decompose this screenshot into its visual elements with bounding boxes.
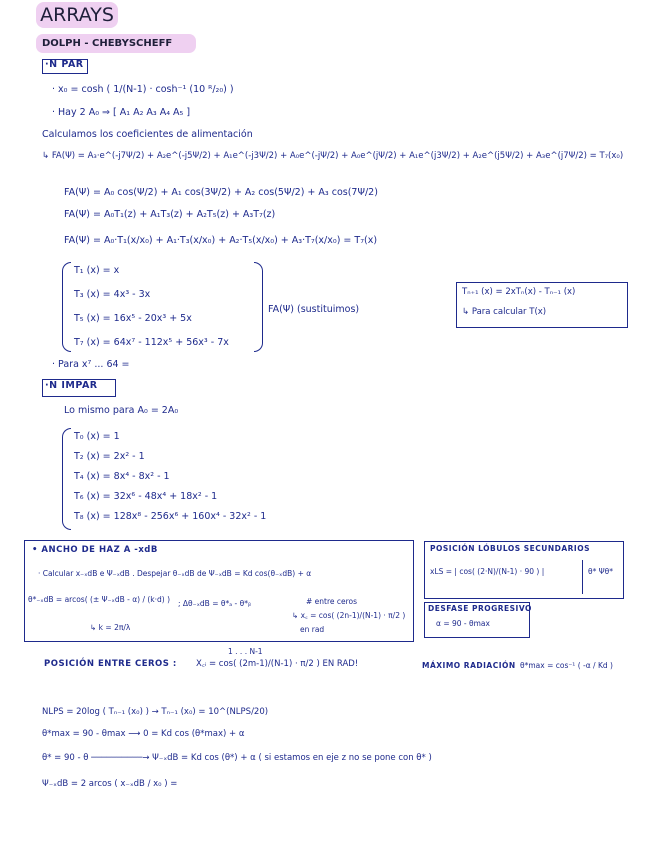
left-brace xyxy=(62,262,71,352)
n-par-label: ·N PAR xyxy=(45,59,84,70)
ancho-haz-label: • ANCHO DE HAZ A -xdB xyxy=(32,545,158,555)
n-impar-label: ·N IMPAR xyxy=(45,380,98,391)
desfase-eq: α = 90 - θmax xyxy=(436,619,490,628)
lobulos-eq: xLS = | cos( (2·N)/(N-1) · 90 ) | xyxy=(430,567,545,576)
fa-sustituimos: FA(Ψ) (sustituimos) xyxy=(268,304,360,315)
maximo-label: MÁXIMO RADIACIÓN xyxy=(422,661,516,670)
ancho-line1: · Calcular x₋ₓdB e Ψ₋ₓdB . Despejar θ₋ₓdB de Ψ₋ₓdB = Kd cos(θ₋ₓdB) + α xyxy=(38,569,312,578)
recurrence-note: ↳ Para calcular T(x) xyxy=(462,307,547,317)
fa-chebyshev: FA(Ψ) = A₀T₁(z) + A₁T₃(z) + A₂T₅(z) + A₃T₇(z) xyxy=(64,209,276,220)
ceros-eq: X꜀ᵢ = cos( (2m-1)/(N-1) · π/2 ) EN RAD! xyxy=(196,659,359,669)
poly-t4: T₄ (x) = 8x⁴ - 8x² - 1 xyxy=(74,471,170,482)
para-line: · Para x⁷ ... 64 = xyxy=(52,359,130,370)
mismo-line: Lo mismo para A₀ = 2A₀ xyxy=(64,405,179,416)
entre-ceros-note: # entre ceros xyxy=(306,597,358,606)
recurrence-eq: Tₙ₊₁ (x) = 2xTₙ(x) - Tₙ₋₁ (x) xyxy=(462,287,576,297)
ceros-label: POSICIÓN ENTRE CEROS : xyxy=(44,659,177,669)
fa-exponential: ↳ FA(Ψ) = A₃·e^(-j7Ψ/2) + A₂e^(-j5Ψ/2) + A₁e^(-j3Ψ/2) + A₀e^(-jΨ/2) + A₀e^(jΨ/2) + A₁e^(j3Ψ/2) + A₂e^(j5Ψ/2) + A₃e^(j7Ψ/2) = T₇(x₀) xyxy=(42,151,624,161)
page-title: ARRAYS xyxy=(36,2,118,28)
thetastar-eq: θ* = 90 - θ ──────────→ Ψ₋ₓdB = Kd cos (θ*) + α ( si estamos en eje z no se pone con θ* ) xyxy=(42,753,432,763)
xc-note: ↳ x꜀ = cos( (2n-1)/(N-1) · π/2 ) xyxy=(292,611,406,620)
poly-t7: T₇ (x) = 64x⁷ - 112x⁵ + 56x³ - 7x xyxy=(74,337,229,348)
section-subtitle: DOLPH - CHEBYSCHEFF xyxy=(36,34,196,53)
k-def: ↳ k = 2π/λ xyxy=(90,623,131,632)
nlps-eq: NLPS = 20log ( Tₙ₋₁ (x₀) ) → Tₙ₋₁ (x₀) = 10^(NLPS/20) xyxy=(42,707,269,717)
x0-formula: · x₀ = cosh ( 1/(N-1) · cosh⁻¹ (10 ᴿ/₂₀) ) xyxy=(52,84,234,95)
en-rad-note: en rad xyxy=(300,625,325,634)
poly-t1: T₁ (x) = x xyxy=(74,265,120,276)
lobulos-label: POSICIÓN LÓBULOS SECUNDARIOS xyxy=(430,544,590,553)
calc-line: Calculamos los coeficientes de alimentación xyxy=(42,129,253,140)
maximo-eq: θ*max = cos⁻¹ ( -α / Kd ) xyxy=(520,661,613,670)
fa-tx: FA(Ψ) = A₀·T₁(x/x₀) + A₁·T₃(x/x₀) + A₂·T₅(x/x₀) + A₃·T₇(x/x₀) = T₇(x) xyxy=(64,235,378,246)
desfase-label: DESFASE PROGRESIVO xyxy=(428,604,532,613)
ceros-index: 1 . . . N-1 xyxy=(228,647,263,656)
poly-t3: T₃ (x) = 4x³ - 3x xyxy=(74,289,151,300)
right-brace xyxy=(254,262,263,352)
left-brace-impar xyxy=(62,428,71,530)
delta-theta: ; Δθ₋ₓdB = θ*ₐ - θ*ᵦ xyxy=(178,599,251,608)
poly-t2: T₂ (x) = 2x² - 1 xyxy=(74,451,145,462)
poly-t5: T₅ (x) = 16x⁵ - 20x³ + 5x xyxy=(74,313,192,324)
poly-t6: T₆ (x) = 32x⁶ - 48x⁴ + 18x² - 1 xyxy=(74,491,218,502)
lobulos-side: θ* Ψθ* xyxy=(588,567,613,576)
psi-xdb-eq: Ψ₋ₓdB = 2 arcos ( x₋ₓdB / x₀ ) = xyxy=(42,779,178,789)
poly-t0: T₀ (x) = 1 xyxy=(74,431,120,442)
poly-t8: T₈ (x) = 128x⁸ - 256x⁶ + 160x⁴ - 32x² - 1 xyxy=(74,511,267,522)
thetamax-eq: θ*max = 90 - θmax ⟶ 0 = Kd cos (θ*max) + α xyxy=(42,729,245,739)
theta-xdb-eq: θ*₋ₓdB = arcos( (± Ψ₋ₓdB - α) / (k·d) ) xyxy=(28,595,171,604)
lobulos-divider xyxy=(582,560,583,594)
hay-line: · Hay 2 A₀ ⇒ [ A₁ A₂ A₃ A₄ A₅ ] xyxy=(52,107,191,118)
fa-cosine: FA(Ψ) = A₀ cos(Ψ/2) + A₁ cos(3Ψ/2) + A₂ cos(5Ψ/2) + A₃ cos(7Ψ/2) xyxy=(64,187,378,198)
